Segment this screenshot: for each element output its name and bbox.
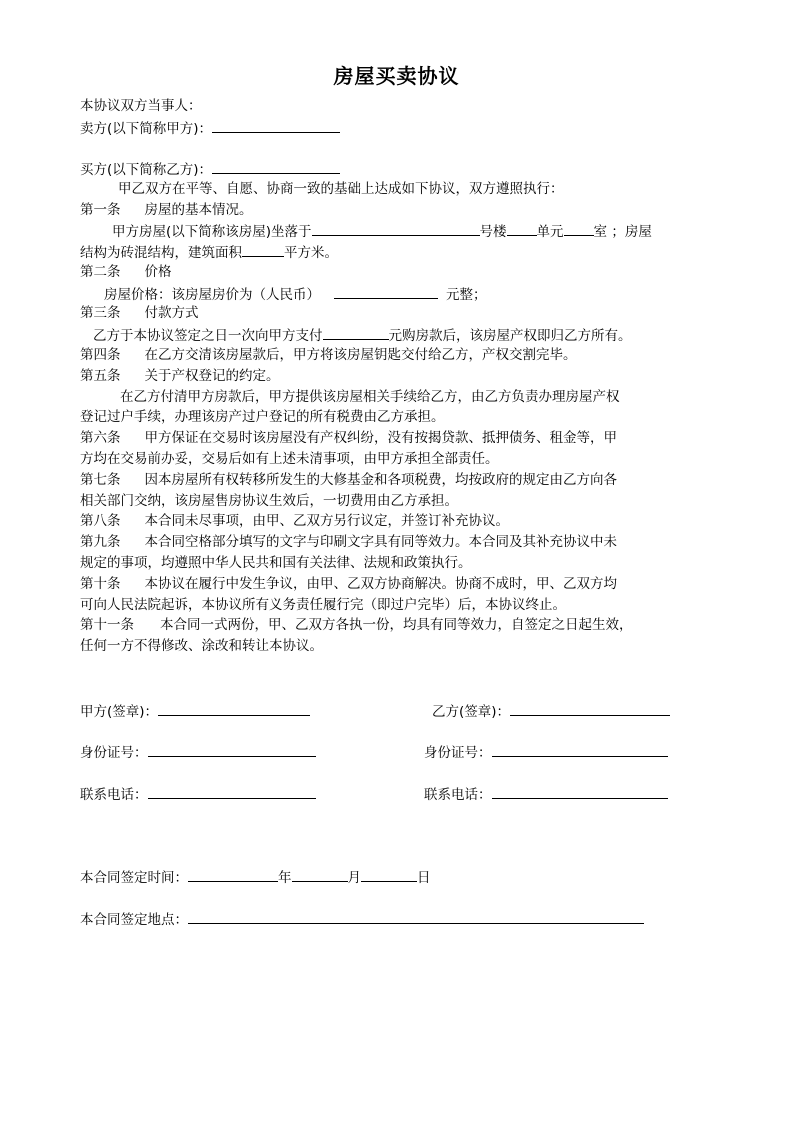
article-5-line-2: [80, 407, 445, 427]
unit-blank[interactable]: [564, 220, 594, 236]
article-11-number: 第十一条: [80, 617, 134, 633]
article-10-line-2: [80, 595, 566, 615]
article-11-text-2: 任何一方不得修改、涂改和转让本协议。: [80, 638, 323, 654]
article-5-text-1: 在乙方付清甲方房款后，甲方提供该房屋相关手续给乙方，由乙方负责办理房屋产权: [120, 389, 620, 405]
article-8-text: 本合同未尽事项，由甲、乙双方另行议定，并签订补充协议。: [144, 513, 509, 529]
buyer-line: [80, 158, 340, 180]
intro-line: [80, 96, 202, 116]
payment-suffix: 元购房款后，该房屋产权即归乙方所有。: [388, 328, 632, 344]
party-b-label: 乙方(签章)：: [432, 704, 511, 720]
party-b-id-row: [424, 741, 668, 763]
day-label: 日: [417, 870, 431, 886]
article-3-title: 付款方式: [144, 305, 199, 321]
party-b-id-label: 身份证号：: [424, 745, 492, 761]
article-2-number: 第二条: [80, 264, 121, 280]
seller-label: 卖方(以下简称甲方)：: [80, 121, 213, 137]
party-b-phone-label: 联系电话：: [424, 787, 492, 803]
price-blank[interactable]: [334, 283, 438, 299]
payment-label: 乙方于本协议签定之日一次向甲方支付: [93, 328, 323, 344]
article-4: [80, 345, 577, 365]
building-blank[interactable]: [507, 220, 537, 236]
article-11-text-1: 本合同一式两份，甲、乙双方各执一份，均具有同等效力，自签定之日起生效，: [160, 617, 633, 633]
article-10-text-1: 本协议在履行中发生争议，由甲、乙双方协商解决。协商不成时，甲、乙双方均: [144, 576, 617, 592]
article-6-text-2: 方均在交易前办妥，交易后如有上述未清事项，由甲方承担全部责任。: [80, 451, 499, 467]
article-9-text-2: 规定的事项，均遵照中华人民共和国有关法律、法规和政策执行。: [80, 555, 472, 571]
article-1-line-1: [112, 220, 652, 242]
article-7-line-1: [80, 470, 617, 490]
month-label: 月: [347, 870, 361, 886]
article-3-text-line: [93, 324, 632, 346]
article-3-heading: [80, 303, 199, 323]
buyer-label: 买方(以下简称乙方)：: [80, 162, 213, 178]
party-a-phone-blank[interactable]: [148, 783, 316, 799]
party-b-signature-blank[interactable]: [510, 700, 670, 716]
article-6-text-1: 甲方保证在交易时该房屋没有产权纠纷，没有按揭贷款、抵押债务、租金等，甲: [144, 430, 617, 446]
signing-place-label: 本合同签定地点：: [80, 912, 188, 928]
year-label: 年: [278, 870, 292, 886]
article-5-title: 关于产权登记的约定。: [144, 368, 280, 384]
article-10-number: 第十条: [80, 576, 121, 592]
party-b-phone-blank[interactable]: [492, 783, 668, 799]
month-blank[interactable]: [292, 866, 348, 882]
article-9-number: 第九条: [80, 534, 121, 550]
building-label: 号楼: [479, 224, 507, 240]
article-9-line-2: [80, 553, 472, 573]
article-6-line-2: [80, 449, 499, 469]
article-2-heading: [80, 262, 172, 282]
article-2-price-line: [104, 283, 487, 305]
party-a-signature-row: [80, 700, 310, 722]
document-title: 房屋买卖协议: [333, 64, 460, 88]
signing-time-row: [80, 866, 431, 888]
party-a-phone-label: 联系电话：: [80, 787, 148, 803]
article-1-line-2: [80, 241, 338, 263]
seller-line: [80, 117, 340, 139]
article-7-text-1: 因本房屋所有权转移所发生的大修基金和各项税费，均按政府的规定由乙方向各: [144, 472, 617, 488]
article-2-title: 价格: [144, 264, 172, 280]
preamble-line: [118, 179, 564, 199]
article-4-text: 在乙方交清该房屋款后，甲方将该房屋钥匙交付给乙方，产权交割完毕。: [144, 347, 577, 363]
article-1-heading: [80, 200, 253, 220]
price-unit: 元整；: [446, 287, 487, 303]
payment-blank[interactable]: [323, 324, 389, 340]
article-11-line-1: [80, 615, 633, 635]
article-6-number: 第六条: [80, 430, 121, 446]
year-blank[interactable]: [188, 866, 278, 882]
price-label: 房屋价格：该房屋房价为（人民币）: [104, 287, 320, 303]
article-8: [80, 511, 509, 531]
article-3-number: 第三条: [80, 305, 121, 321]
party-a-signature-blank[interactable]: [158, 700, 310, 716]
article-9-line-1: [80, 532, 617, 552]
party-b-id-blank[interactable]: [492, 741, 668, 757]
article-9-text-1: 本合同空格部分填写的文字与印刷文字具有同等效力。本合同及其补充协议中未: [144, 534, 617, 550]
location-blank[interactable]: [312, 220, 480, 236]
article-10-line-1: [80, 574, 617, 594]
party-a-label: 甲方(签章)：: [80, 704, 159, 720]
article-1-number: 第一条: [80, 202, 121, 218]
intro-text: 本协议双方当事人：: [80, 98, 202, 114]
signing-place-row: [80, 908, 644, 930]
article-4-number: 第四条: [80, 347, 121, 363]
article-7-line-2: [80, 491, 458, 511]
article-7-text-2: 相关部门交纳，该房屋售房协议生效后，一切费用由乙方承担。: [80, 493, 458, 509]
article-1-location-label: 甲方房屋(以下简称该房屋)坐落于: [112, 224, 312, 240]
room-label: 室 ；房屋: [593, 224, 652, 240]
buyer-blank[interactable]: [212, 158, 340, 174]
article-5-line-1: [120, 387, 620, 407]
party-a-id-blank[interactable]: [148, 741, 316, 757]
party-a-id-row: [80, 741, 316, 763]
article-7-number: 第七条: [80, 472, 121, 488]
seller-blank[interactable]: [212, 117, 340, 133]
day-blank[interactable]: [361, 866, 417, 882]
signing-time-label: 本合同签定时间：: [80, 870, 188, 886]
article-11-line-2: [80, 636, 323, 656]
party-b-phone-row: [424, 783, 668, 805]
party-a-phone-row: [80, 783, 316, 805]
area-unit: 平方米。: [284, 245, 338, 261]
area-label: 结构为砖混结构，建筑面积: [80, 245, 242, 261]
area-blank[interactable]: [242, 241, 284, 257]
party-b-signature-row: [432, 700, 670, 722]
preamble-text: 甲乙双方在平等、自愿、协商一致的基础上达成如下协议，双方遵照执行：: [118, 181, 564, 197]
article-1-title: 房屋的基本情况。: [144, 202, 253, 218]
article-5-text-2: 登记过户手续，办理该房产过户登记的所有税费由乙方承担。: [80, 409, 445, 425]
unit-label: 单元: [536, 224, 564, 240]
party-a-id-label: 身份证号：: [80, 745, 148, 761]
article-5-number: 第五条: [80, 368, 121, 384]
place-blank[interactable]: [188, 908, 644, 924]
article-8-number: 第八条: [80, 513, 121, 529]
article-6-line-1: [80, 428, 617, 448]
article-10-text-2: 可向人民法院起诉，本协议所有义务责任履行完（即过户完毕）后，本协议终止。: [80, 597, 566, 613]
article-5-heading: [80, 366, 280, 386]
